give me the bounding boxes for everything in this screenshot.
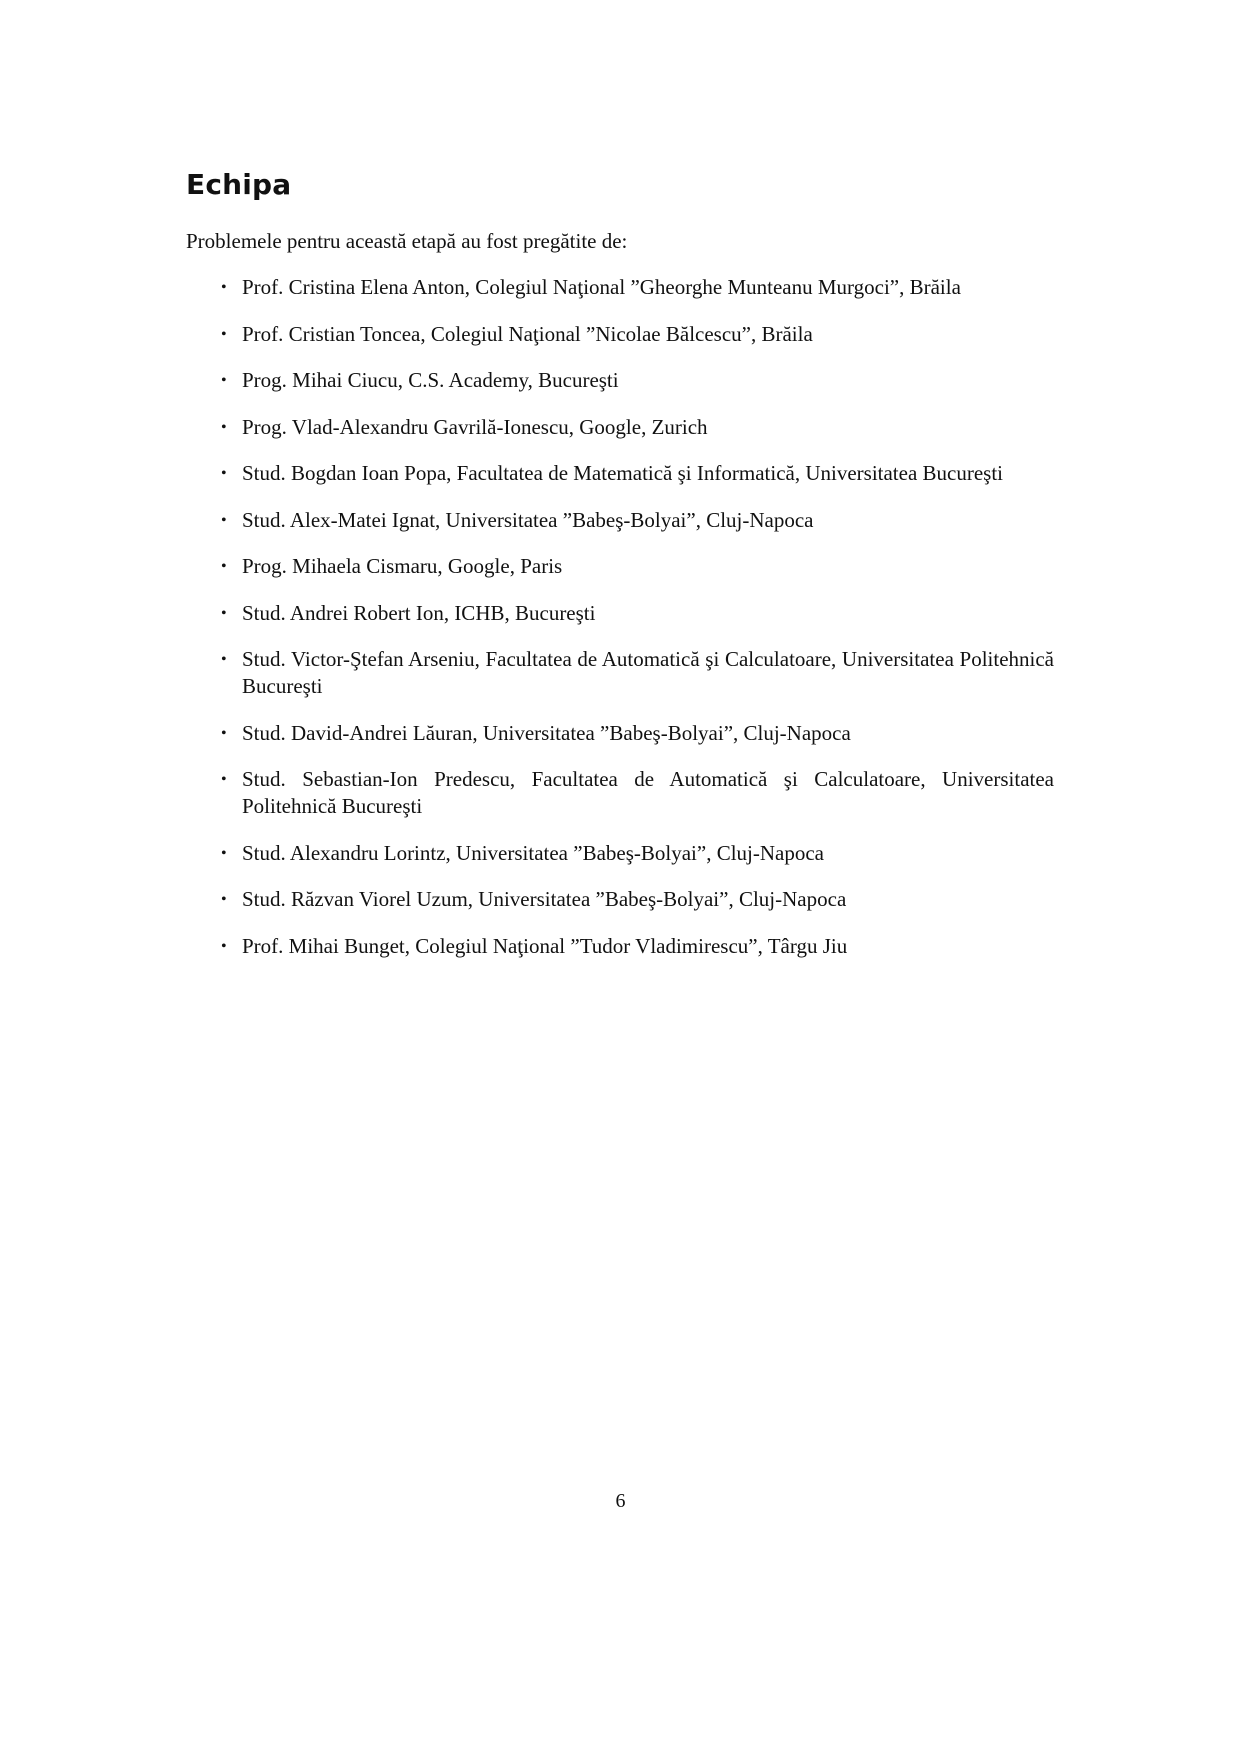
bullet-icon: • [221, 604, 227, 622]
member-text: Prof. Mihai Bunget, Colegiul Naţional ”Tudor Vladimirescu”, Târgu Jiu [242, 933, 848, 958]
bullet-icon: • [221, 937, 227, 955]
list-item [218, 460, 1054, 487]
member-text: Prog. Vlad-Alexandru Gavrilă-Ionescu, Google, Zurich [242, 414, 708, 439]
member-text: Stud. Bogdan Ioan Popa, Facultatea de Matematică şi Informatică, Universitatea Bucureşti [242, 461, 1004, 485]
bullet-icon: • [221, 724, 227, 742]
list-item [218, 720, 1054, 747]
bullet-icon: • [221, 511, 227, 529]
list-item [218, 507, 1054, 534]
bullet-icon: • [221, 465, 227, 482]
list-item [218, 553, 1054, 580]
bullet-icon: • [221, 325, 227, 343]
bullet-icon: • [221, 372, 227, 389]
member-text: Prof. Cristian Toncea, Colegiul Naţional ”Nicolae Bălcescu”, Brăila [242, 321, 813, 346]
member-text: Stud. David-Andrei Lăuran, Universitatea ”Babeş-Bolyai”, Cluj-Napoca [242, 720, 851, 745]
list-item [218, 414, 1054, 441]
member-text: Stud. Victor-Ştefan Arseniu, Facultatea de Automatică şi Calculatoare, Universitatea Politehnică Bucureşti [242, 647, 1054, 698]
intro-text: Problemele pentru această etapă au fost pregătite de: [186, 229, 628, 253]
bullet-icon: • [221, 891, 227, 908]
member-text: Stud. Alexandru Lorintz, Universitatea ”Babeş-Bolyai”, Cluj-Napoca [242, 840, 825, 865]
bullet-icon: • [221, 651, 227, 668]
bullet-icon: • [221, 558, 227, 575]
list-item [218, 367, 1054, 394]
page-number: 6 [615, 1490, 626, 1512]
member-text: Stud. Răzvan Viorel Uzum, Universitatea ”Babeş-Bolyai”, Cluj-Napoca [242, 887, 847, 911]
bullet-icon: • [221, 844, 227, 862]
member-text: Stud. Alex-Matei Ignat, Universitatea ”Babeş-Bolyai”, Cluj-Napoca [242, 507, 814, 532]
member-text: Prof. Cristina Elena Anton, Colegiul Naţional ”Gheorghe Munteanu Murgoci”, Brăila [242, 275, 961, 299]
team-list [218, 274, 1054, 979]
list-item [218, 600, 1054, 627]
list-item [218, 886, 1054, 913]
list-item [218, 933, 1054, 960]
list-item [218, 766, 1054, 820]
list-item [218, 321, 1054, 348]
list-item [218, 646, 1054, 700]
list-item [218, 274, 1054, 301]
member-text: Stud. Sebastian-Ion Predescu, Facultatea de Automatică şi Calculatoare, Universitatea Politehnică Bucureşti [242, 767, 1054, 818]
member-text: Prog. Mihaela Cismaru, Google, Paris [242, 554, 563, 578]
list-item [218, 840, 1054, 867]
bullet-icon: • [221, 279, 227, 296]
member-text: Prog. Mihai Ciucu, C.S. Academy, Bucureşti [242, 368, 619, 392]
section-heading: Echipa [186, 168, 292, 201]
member-text: Stud. Andrei Robert Ion, ICHB, Bucureşti [242, 600, 596, 625]
bullet-icon: • [221, 771, 227, 788]
bullet-icon: • [221, 418, 227, 436]
